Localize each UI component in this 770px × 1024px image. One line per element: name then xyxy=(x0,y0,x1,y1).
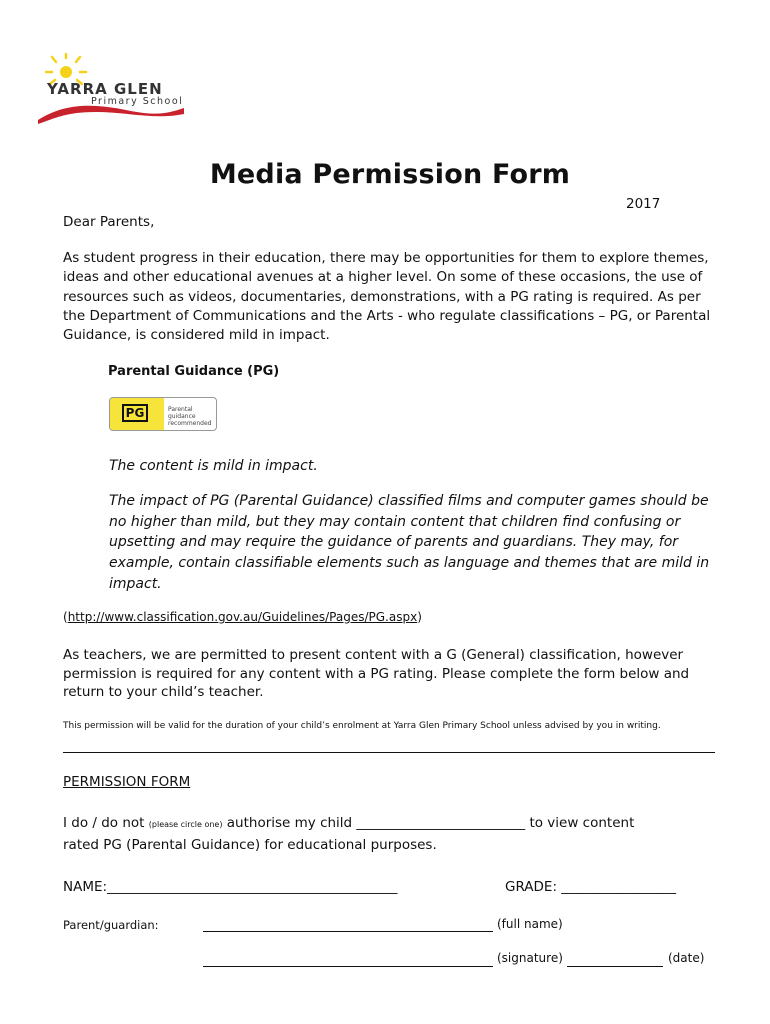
authorise-line xyxy=(63,815,634,831)
link-close-paren: ) xyxy=(417,610,422,624)
divider xyxy=(63,752,715,753)
name-label: NAME: xyxy=(63,879,108,895)
school-name: YARRA GLEN xyxy=(47,80,163,98)
validity-note: This permission will be valid for the duration of your child’s enrolment at Yarra Glen Primary School unless advised by you in writing. xyxy=(63,721,661,731)
date-field[interactable] xyxy=(567,966,663,967)
pg-heading: Parental Guidance (PG) xyxy=(108,364,280,379)
pg-caption: Parental guidance recommended xyxy=(168,406,212,427)
pg-rating-badge xyxy=(109,397,217,431)
circle-hint: (please circle one) xyxy=(148,820,223,829)
year: 2017 xyxy=(626,196,661,212)
full-name-field[interactable] xyxy=(203,931,493,932)
classification-link[interactable]: http://www.classification.gov.au/Guidelines/Pages/PG.aspx xyxy=(67,610,418,624)
pg-letters: PG xyxy=(122,404,148,422)
parent-guardian-label: Parent/guardian: xyxy=(63,918,159,932)
signature-label: (signature) xyxy=(497,951,563,965)
page-title: Media Permission Form xyxy=(209,159,571,190)
name-blank[interactable]: ___________________________________________ xyxy=(107,879,398,895)
pg-badge-yellow xyxy=(110,398,164,430)
grade-blank[interactable]: _________________ xyxy=(561,879,677,895)
grade-row xyxy=(505,879,676,895)
permission-form-heading: PERMISSION FORM xyxy=(63,774,191,790)
child-name-blank[interactable]: _________________________ xyxy=(356,815,526,831)
wave-red xyxy=(38,106,184,124)
authorise-line-2: rated PG (Parental Guidance) for educational purposes. xyxy=(63,837,437,853)
authorise-text-a: I do / do not xyxy=(63,815,149,831)
link-open-paren: ( xyxy=(63,610,68,624)
school-subtitle: Primary School xyxy=(91,96,184,107)
date-label: (date) xyxy=(668,951,705,965)
intro-paragraph: As student progress in their education, there may be opportunities for them to explore themes, ideas and other educational avenues at a higher level. On some of these occasions, the use of resources such as videos, documentaries, demonstrations, with a PG rating is required. As per the Department of Communications and the Arts - who regulate classifications – PG, or Parental Guidance, is considered mild in impact. xyxy=(63,250,711,344)
salutation: Dear Parents, xyxy=(63,214,155,230)
authorise-text-b: authorise my child xyxy=(222,815,357,831)
authorise-text-c: to view content xyxy=(525,815,635,831)
name-row xyxy=(63,879,397,895)
pg-description-2: The impact of PG (Parental Guidance) classified films and computer games should be no higher than mild, but they may contain content that children find confusing or upsetting and may require the guidance of parents and guardians. They may, for example, contain classifiable elements such as language and themes that are mild in impact. xyxy=(109,493,710,592)
teachers-paragraph: As teachers, we are permitted to present content with a G (General) classification, however permission is required for any content with a PG rating. Please complete the form below and return to your child’s teacher. xyxy=(63,647,690,701)
signature-field[interactable] xyxy=(203,966,493,967)
classification-link-line xyxy=(63,610,422,624)
pg-description-1: The content is mild in impact. xyxy=(109,458,318,474)
grade-label: GRADE: xyxy=(505,879,562,895)
full-name-label: (full name) xyxy=(497,917,563,931)
